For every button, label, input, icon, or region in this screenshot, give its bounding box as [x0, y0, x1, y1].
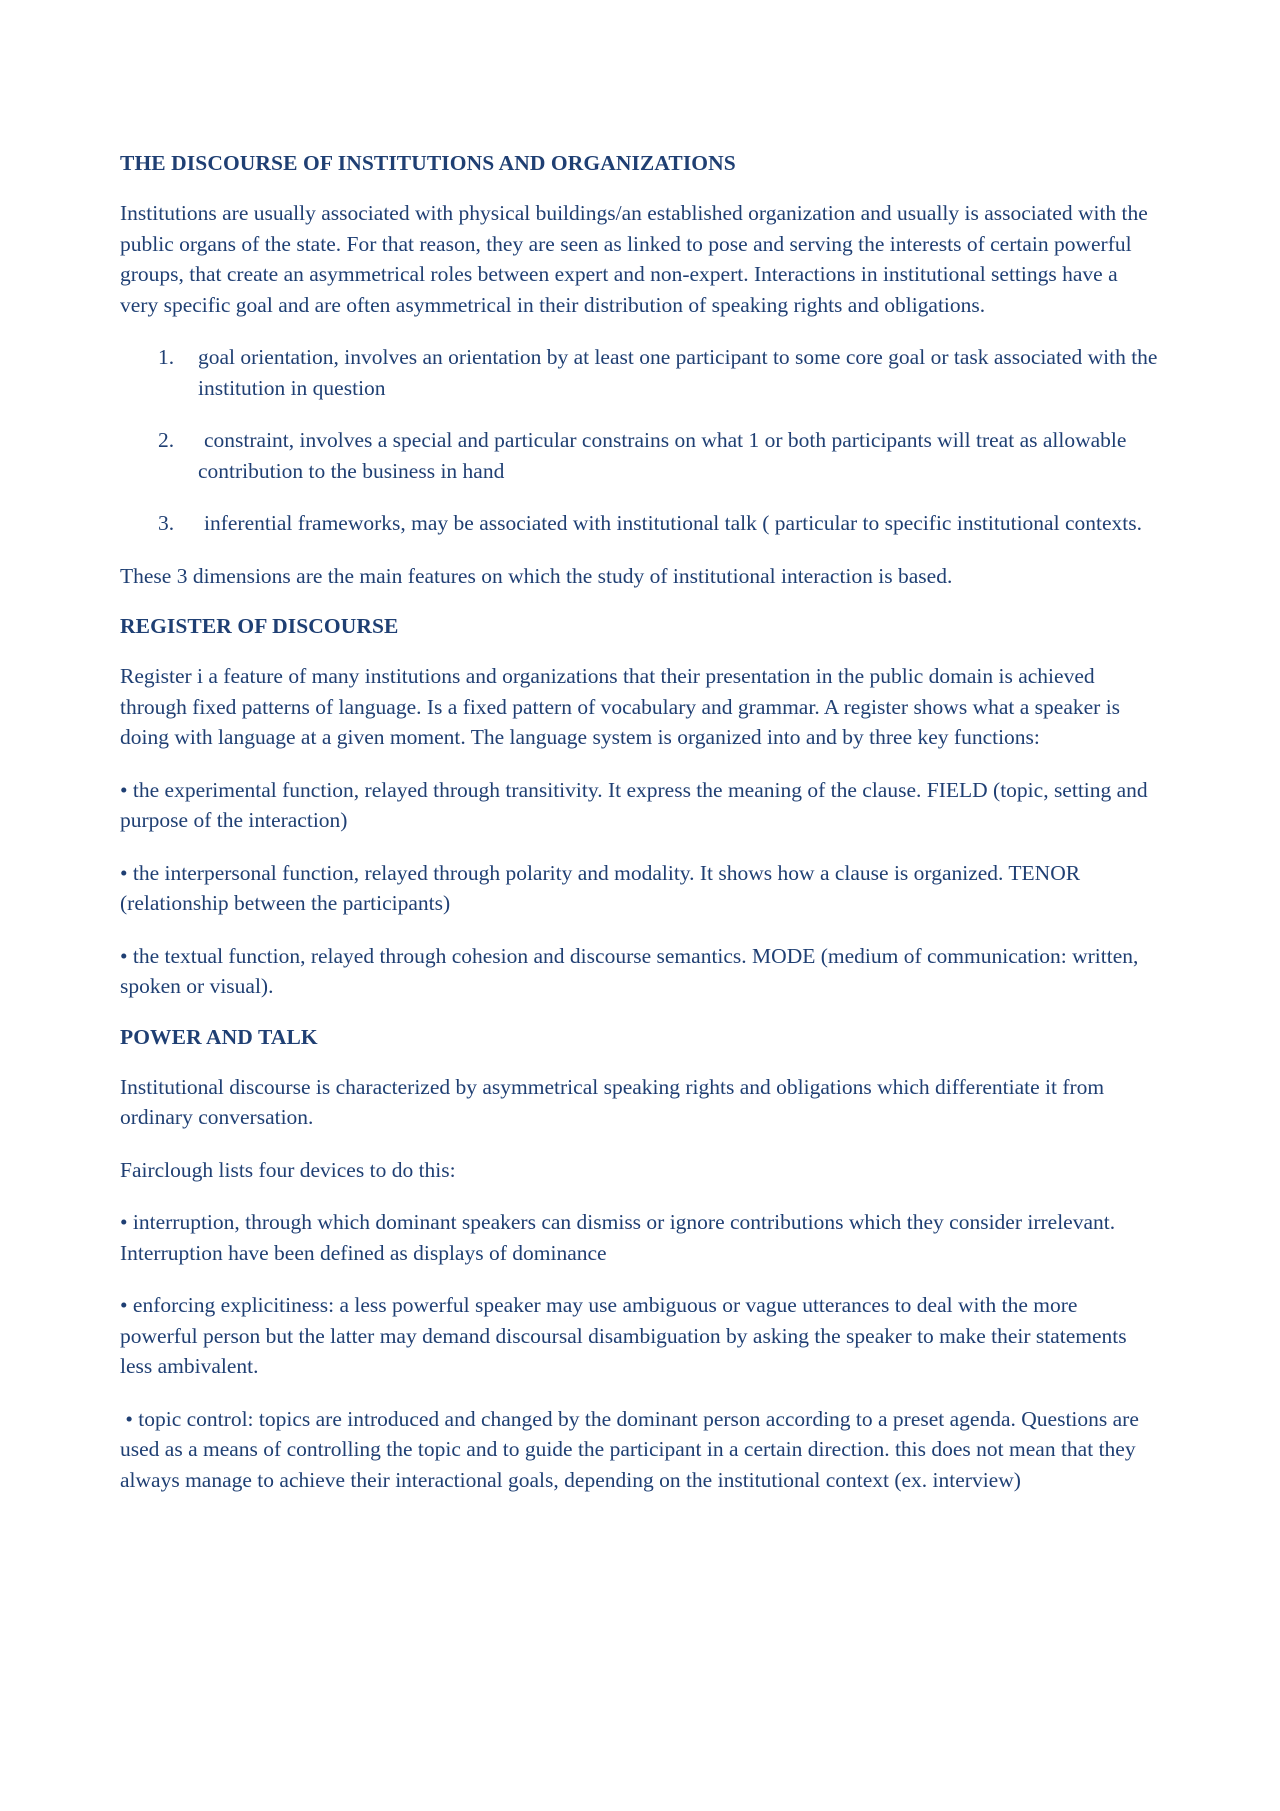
section-heading-register: REGISTER OF DISCOURSE — [120, 614, 399, 638]
fairclough-intro: Fairclough lists four devices to do this: — [120, 1157, 456, 1182]
power-paragraph: Institutional discourse is characterized by asymmetrical speaking rights and obligations which differentiate it from ordinary conversation. — [120, 1074, 1105, 1129]
device-item-topic-control: • topic control: topics are introduced and changed by the dominant person according to a preset agenda. Questions are used as a means of controlling the topic and to guide the participant in a certain direction. this does not mean that they always manage to achieve their interactional goals, depending on the institutional context (ex. interview) — [120, 1406, 1145, 1492]
list-number: 3. — [158, 511, 175, 535]
dimensions-list — [120, 342, 1160, 539]
register-paragraph: Register i a feature of many institutions and organizations that their presentation in the public domain is achieved through fixed patterns of language. Is a fixed pattern of vocabulary and grammar. A register shows what a speaker is doing with language at a given moment. The language system is organized into and by three key functions: — [120, 664, 1121, 749]
function-item-interpersonal: • the interpersonal function, relayed through polarity and modality. It shows how a clause is organized. TENOR (relationship between the participants) — [120, 860, 1081, 915]
intro-paragraph: Institutions are usually associated with physical buildings/an established organization and usually is associated with the public organs of the state. For that reason, they are seen as linked to pose and serving the interests of certain powerful groups, that create an asymmetrical roles between expert and non-expert. Interactions in institutional settings have a very specific goal and are often asymmetrical in their distribution of speaking rights and obligations. — [120, 201, 1148, 317]
list-item-text: constraint, involves a special and particular constrains on what 1 or both participants will treat as allowable contribution to the business in hand — [198, 428, 1127, 483]
list-item-text: inferential frameworks, may be associated with institutional talk ( particular to specific institutional contexts. — [204, 511, 1142, 535]
list-item — [120, 342, 1160, 403]
list-item — [120, 508, 1160, 539]
function-item-experiential: • the experimental function, relayed through transitivity. It express the meaning of the clause. FIELD (topic, setting and purpose of the interaction) — [120, 777, 1148, 832]
list-number: 1. — [158, 345, 175, 369]
section-heading-institutions: THE DISCOURSE OF INSTITUTIONS AND ORGANIZATIONS — [120, 151, 736, 175]
list-item — [120, 425, 1160, 486]
device-item-explicitness: • enforcing explicitiness: a less powerful speaker may use ambiguous or vague utterances to deal with the more powerful person but the latter may demand discoursal disambiguation by asking the speaker to make their statements less ambivalent. — [120, 1293, 1127, 1378]
section-heading-power: POWER AND TALK — [120, 1024, 318, 1049]
function-item-textual: • the textual function, relayed through cohesion and discourse semantics. MODE (medium of communication: written, spoken or visual). — [120, 943, 1139, 998]
list-number: 2. — [158, 428, 175, 452]
list-item-text: goal orientation, involves an orientation by at least one participant to some core goal or task associated with the institution in question — [198, 345, 1158, 400]
device-item-interruption: • interruption, through which dominant speakers can dismiss or ignore contributions which they consider irrelevant. Interruption have been defined as displays of dominance — [120, 1210, 1116, 1265]
dimensions-summary: These 3 dimensions are the main features on which the study of institutional interaction is based. — [120, 563, 953, 588]
